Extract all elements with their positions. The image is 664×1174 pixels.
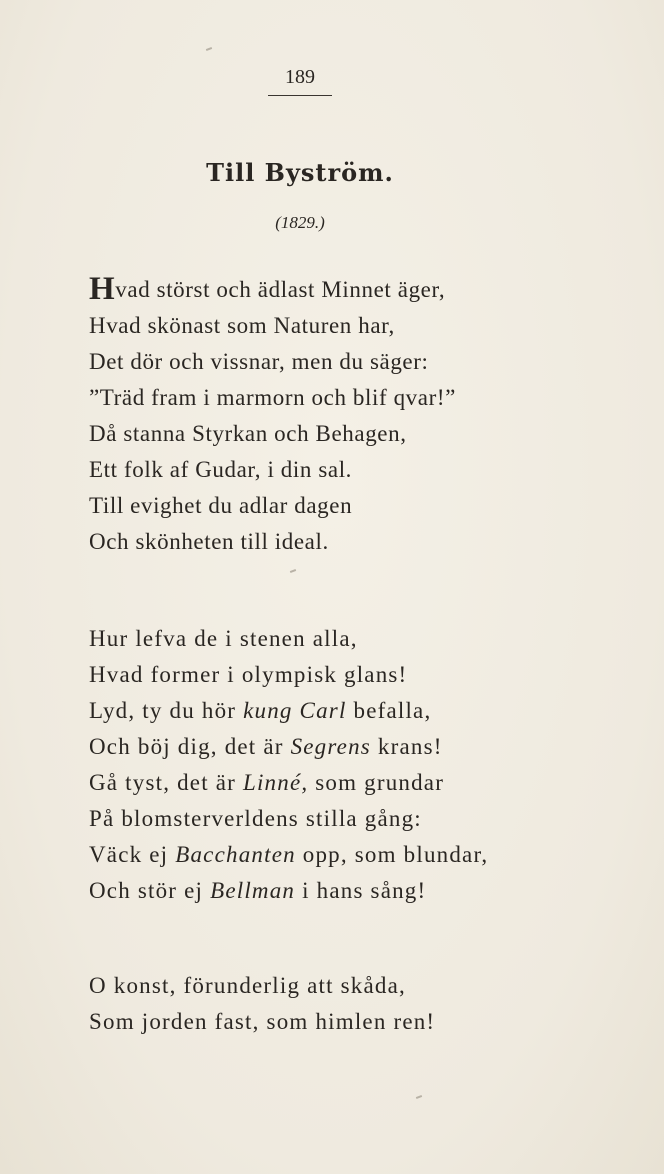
verse-italic: kung Carl [243, 698, 347, 723]
verse-line: ”Träd fram i marmorn och blif qvar!” [89, 385, 456, 410]
verse-line: Och skönheten till ideal. [89, 529, 329, 554]
verse-line: Hvad skönast som Naturen har, [89, 313, 395, 338]
stanza-2 [89, 621, 488, 909]
verse-line: Då stanna Styrkan och Behagen, [89, 421, 407, 446]
verse-line [89, 693, 488, 729]
verse-line: Hur lefva de i stenen alla, [89, 626, 358, 651]
verse-line [89, 729, 488, 765]
verse-text: Väck ej [89, 842, 176, 867]
drop-cap: H [89, 271, 116, 307]
verse-line: Till evighet du adlar dagen [89, 493, 353, 518]
verse-line: Det dör och vissnar, men du säger: [89, 349, 429, 374]
verse-italic: Bellman [210, 878, 296, 903]
paper-speck [416, 1095, 422, 1099]
verse-line [89, 837, 488, 873]
verse-line: Hvad former i olympisk glans! [89, 662, 408, 687]
verse-text: Och böj dig, det är [89, 734, 291, 759]
poem-year: (1829.) [275, 213, 325, 232]
verse-line: Som jorden fast, som himlen ren! [89, 1009, 436, 1034]
verse-text: Lyd, ty du hör [89, 698, 244, 723]
verse-italic: Linné, [242, 770, 309, 795]
stanza-1 [89, 272, 456, 560]
stanza-3 [89, 968, 435, 1040]
verse-text: opp, som blundar, [295, 842, 489, 867]
verse-italic: Bacchanten [175, 842, 296, 867]
paper-speck [206, 47, 212, 51]
verse-text: Gå tyst, det är [89, 770, 243, 795]
poem-title: Till Byström. [206, 158, 394, 187]
verse-text: krans! [370, 734, 443, 759]
verse-line: På blomsterverldens stilla gång: [89, 806, 422, 831]
verse-line [89, 765, 488, 801]
verse-line: O konst, förunderlig att skåda, [89, 973, 406, 998]
verse-text: vad störst och ädlast Minnet äger, [115, 277, 446, 302]
paper-speck [290, 569, 296, 573]
verse-line: Ett folk af Gudar, i din sal. [89, 457, 353, 482]
verse-text: som grundar [308, 770, 445, 795]
verse-text: i hans sång! [295, 878, 427, 903]
page-number: 189 [285, 66, 315, 88]
verse-text: Och stör ej [89, 878, 211, 903]
verse-line [89, 873, 488, 909]
verse-line [89, 272, 456, 308]
page-number-rule [268, 95, 332, 96]
verse-text: befalla, [346, 698, 432, 723]
verse-italic: Segrens [290, 734, 371, 759]
